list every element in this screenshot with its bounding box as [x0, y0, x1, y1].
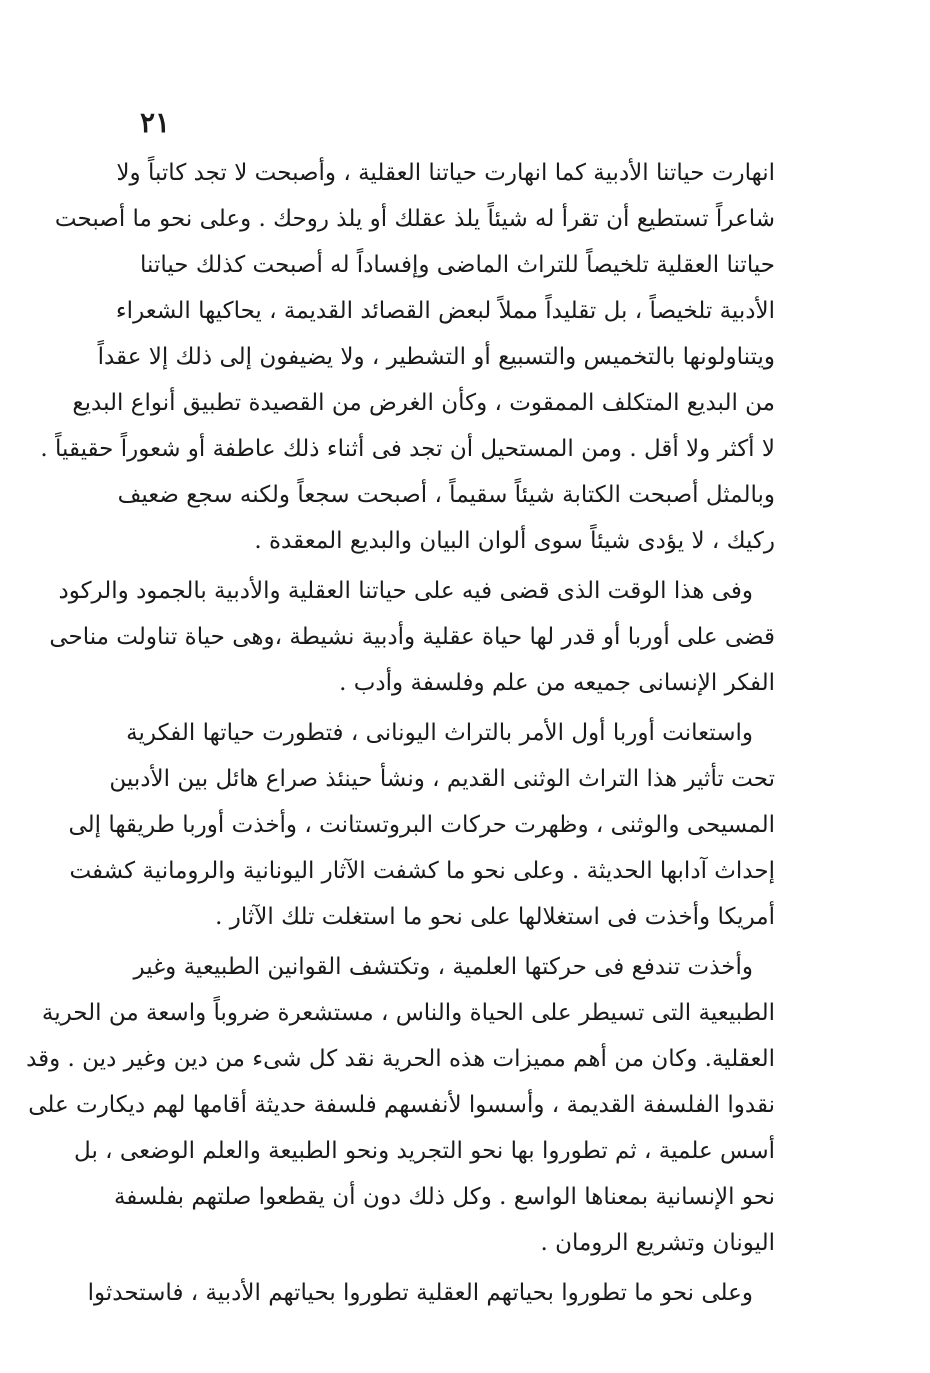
text-line: حياتنا العقلية تلخيصاً للتراث الماضى وإفساداً له أصبحت كذلك حياتنا [140, 252, 775, 278]
text-line: الطبيعية التى تسيطر على الحياة والناس ، مستشعرة ضروباً واسعة من الحرية [41, 1000, 775, 1026]
paragraph-5 [87, 1270, 775, 1316]
text-line: وعلى نحو ما تطوروا بحياتهم العقلية تطوروا بحياتهم الأدبية ، فاستحدثوا [87, 1280, 753, 1306]
text-line: واستعانت أوربا أول الأمر بالتراث اليونانى ، فتطورت حياتها الفكرية [126, 720, 753, 746]
text-line: المسيحى والوثنى ، وظهرت حركات البروتستانت ، وأخذت أوربا طريقها إلى [68, 812, 775, 838]
text-line: أسس علمية ، ثم تطوروا بها نحو التجريد ونحو الطبيعة والعلم الوضعى ، بل [74, 1138, 775, 1164]
text-line: ويتناولونها بالتخميس والتسبيع أو التشطير ، ولا يضيفون إلى ذلك إلا عقداً [97, 344, 775, 370]
paragraph-4 [26, 944, 775, 1266]
text-line: نقدوا الفلسفة القديمة ، وأسسوا لأنفسهم فلسفة حديثة أقامها لهم ديكارت على [28, 1092, 775, 1118]
paragraph-1 [40, 150, 775, 564]
text-line: لا أكثر ولا أقل . ومن المستحيل أن تجد فى أثناء ذلك عاطفة أو شعوراً حقيقياً . [40, 436, 775, 462]
paragraph-3 [68, 710, 775, 940]
text-line: من البديع المتكلف الممقوت ، وكأن الغرض من القصيدة تطبيق أنواع البديع [72, 390, 775, 416]
text-line: اليونان وتشريع الرومان . [540, 1230, 775, 1256]
text-line: تحت تأثير هذا التراث الوثنى القديم ، ونشأ حينئذ صراع هائل بين الأدبين [109, 766, 775, 792]
text-line: وأخذت تندفع فى حركتها العلمية ، وتكتشف القوانين الطبيعية وغير [133, 954, 753, 980]
page-text [26, 150, 775, 1316]
text-line: الأدبية تلخيصاً ، بل تقليداً مملاً لبعض القصائد القديمة ، يحاكيها الشعراء [115, 298, 775, 324]
text-line: العقلية. وكان من أهم مميزات هذه الحرية نقد كل شىء من دين وغير دين . وقد [26, 1046, 775, 1072]
text-line: إحداث آدابها الحديثة . وعلى نحو ما كشفت الآثار اليونانية والرومانية كشفت [69, 858, 775, 884]
text-line: شاعراً تستطيع أن تقرأ له شيئاً يلذ عقلك أو يلذ روحك . وعلى نحو ما أصبحت [54, 206, 775, 232]
page-number: ٢١ [140, 106, 171, 139]
text-line: ركيك ، لا يؤدى شيئاً سوى ألوان البيان والبديع المعقدة . [254, 528, 775, 554]
text-line: وفى هذا الوقت الذى قضى فيه على حياتنا العقلية والأدبية بالجمود والركود [58, 578, 753, 604]
text-line: أمريكا وأخذت فى استغلالها على نحو ما استغلت تلك الآثار . [215, 904, 775, 930]
text-line: الفكر الإنسانى جميعه من علم وفلسفة وأدب . [339, 670, 775, 696]
text-line: انهارت حياتنا الأدبية كما انهارت حياتنا العقلية ، وأصبحت لا تجد كاتباً ولا [116, 160, 775, 186]
text-line: وبالمثل أصبحت الكتابة شيئاً سقيماً ، أصبحت سجعاً ولكنه سجع ضعيف [117, 482, 775, 508]
paragraph-2 [49, 568, 775, 706]
text-line: نحو الإنسانية بمعناها الواسع . وكل ذلك دون أن يقطعوا صلتهم بفلسفة [113, 1184, 775, 1210]
text-line: قضى على أوربا أو قدر لها حياة عقلية وأدبية نشيطة ،وهى حياة تناولت مناحى [49, 624, 775, 650]
